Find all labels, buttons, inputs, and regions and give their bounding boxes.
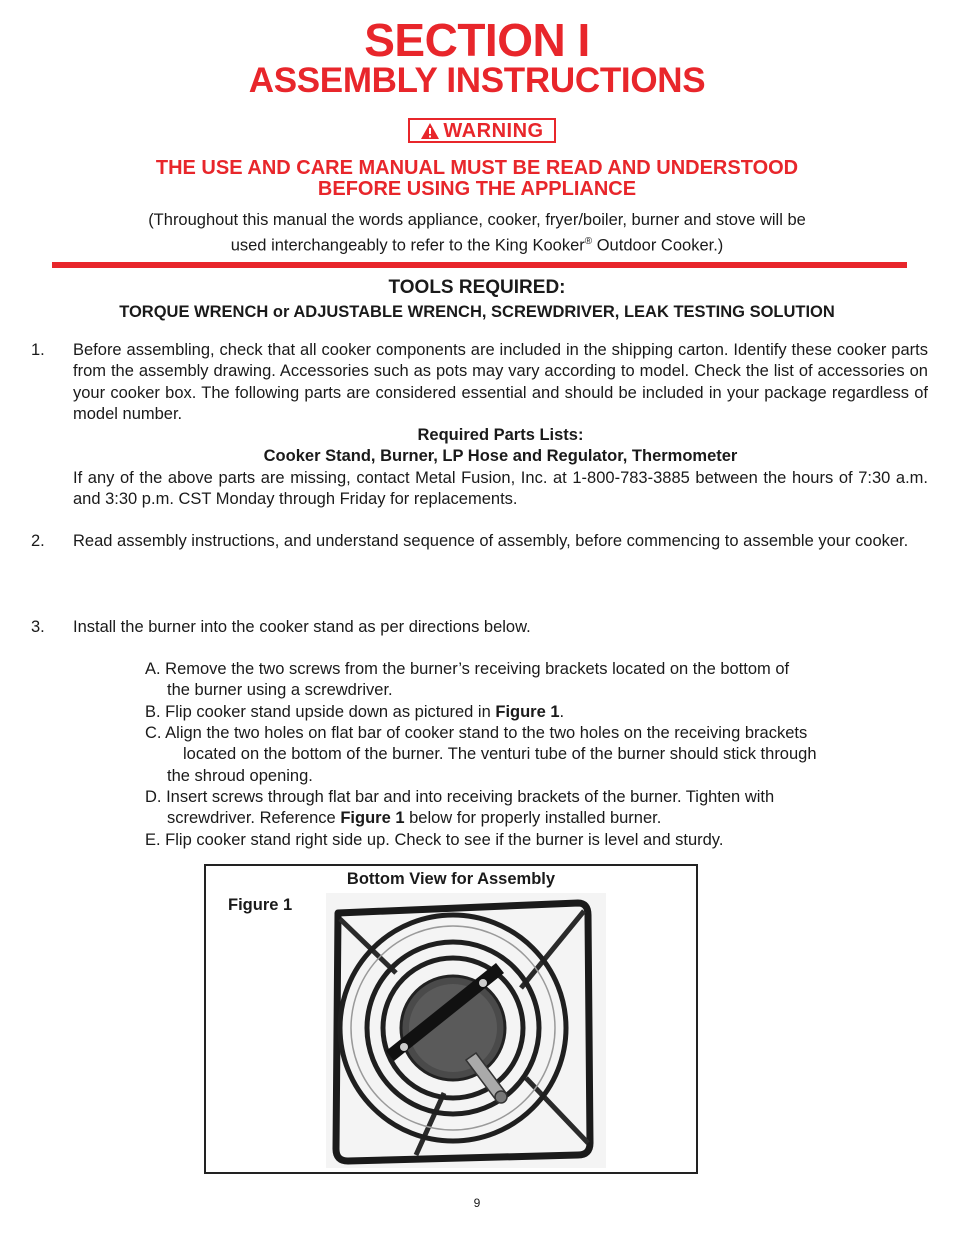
substep-d-end: below for properly installed burner. <box>404 809 662 828</box>
step-2 <box>31 531 928 575</box>
page-number: 9 <box>473 1196 481 1210</box>
parts-heading: Required Parts Lists: <box>417 426 584 445</box>
manual-warning <box>0 158 954 200</box>
warning-label: WARNING <box>443 119 544 142</box>
tools-heading: TOOLS REQUIRED: <box>388 277 566 298</box>
step-text: Read assembly instructions, and understand sequence of assembly, before commencing to assemble your cooker. <box>73 532 909 550</box>
step-number: 3. <box>31 618 45 636</box>
substep-a <box>145 659 925 702</box>
note-line-2-start: used interchangeably to refer to the King Kooker <box>230 236 585 255</box>
note-line-1: (Throughout this manual the words appliance, cooker, fryer/boiler, burner and stove will be <box>148 211 806 229</box>
figure-title: Bottom View for Assembly <box>346 870 556 888</box>
registered-mark: ® <box>584 236 593 247</box>
contact-text: If any of the above parts are missing, contact Metal Fusion, Inc. at 1-800-783-3885 between the hours of 7:30 a.m. and 3:30 p.m. CST Monday through Friday for replacements. <box>73 468 928 509</box>
manual-warning-line-2: BEFORE USING THE APPLIANCE <box>317 178 637 200</box>
section-divider <box>52 262 907 268</box>
step-3 <box>31 617 928 639</box>
terminology-note <box>0 210 954 257</box>
substep-a-line-1: A. Remove the two screws from the burner’s receiving brackets located on the bottom of <box>145 660 790 678</box>
step-text: Before assembling, check that all cooker components are included in the shipping carton. Identify these cooker parts from the assembly drawing. Accessories such as pots may vary according to model. Check the list of accessories on your cooker box. The following parts are considered essential and should be included in your package regardless of model number. <box>73 341 928 423</box>
note-line-2-end: Outdoor Cooker.) <box>592 236 724 255</box>
tools-list: TORQUE WRENCH or ADJUSTABLE WRENCH, SCREWDRIVER, LEAK TESTING SOLUTION <box>119 303 835 321</box>
substep-c-line-1: C. Align the two holes on flat bar of cooker stand to the two holes on the receiving brackets <box>145 724 808 742</box>
substep-b <box>145 702 925 723</box>
step-number: 1. <box>31 341 45 359</box>
burner-stand-illustration <box>326 893 606 1168</box>
substep-d-line-1: D. Insert screws through flat bar and into receiving brackets of the burner. Tighten with <box>145 788 775 806</box>
manual-warning-line-1: THE USE AND CARE MANUAL MUST BE READ AND UNDERSTOOD <box>155 157 799 179</box>
figure-label: Figure 1 <box>228 896 293 914</box>
substep-d <box>145 787 925 830</box>
warning-triangle-icon <box>420 122 440 140</box>
step-number: 2. <box>31 532 45 550</box>
figure-reference: Figure 1 <box>495 703 560 721</box>
note-line-2 <box>0 231 954 257</box>
step-body <box>73 340 928 510</box>
substep-d-text: screwdriver. Reference <box>167 809 341 828</box>
step-1 <box>31 340 928 510</box>
substep-b-end: . <box>559 703 565 721</box>
figure-reference: Figure 1 <box>340 809 405 828</box>
substep-c-line-3: the shroud opening. <box>167 766 313 785</box>
warning-badge <box>408 118 556 143</box>
substep-e <box>145 830 925 851</box>
step-text: Install the burner into the cooker stand as per directions below. <box>73 618 531 636</box>
page-title: ASSEMBLY INSTRUCTIONS <box>248 61 706 100</box>
substep-d-line-2 <box>145 808 925 829</box>
substep-e-line-1: E. Flip cooker stand right side up. Check to see if the burner is level and sturdy. <box>145 831 724 849</box>
substep-b-text: B. Flip cooker stand upside down as pictured in <box>145 703 496 721</box>
substep-c <box>145 723 925 787</box>
substep-a-line-2: the burner using a screwdriver. <box>167 681 393 700</box>
substep-c-line-2: located on the bottom of the burner. The venturi tube of the burner should stick through <box>183 745 817 764</box>
section-title: SECTION I <box>364 14 590 66</box>
parts-list: Cooker Stand, Burner, LP Hose and Regulator, Thermometer <box>263 447 738 466</box>
